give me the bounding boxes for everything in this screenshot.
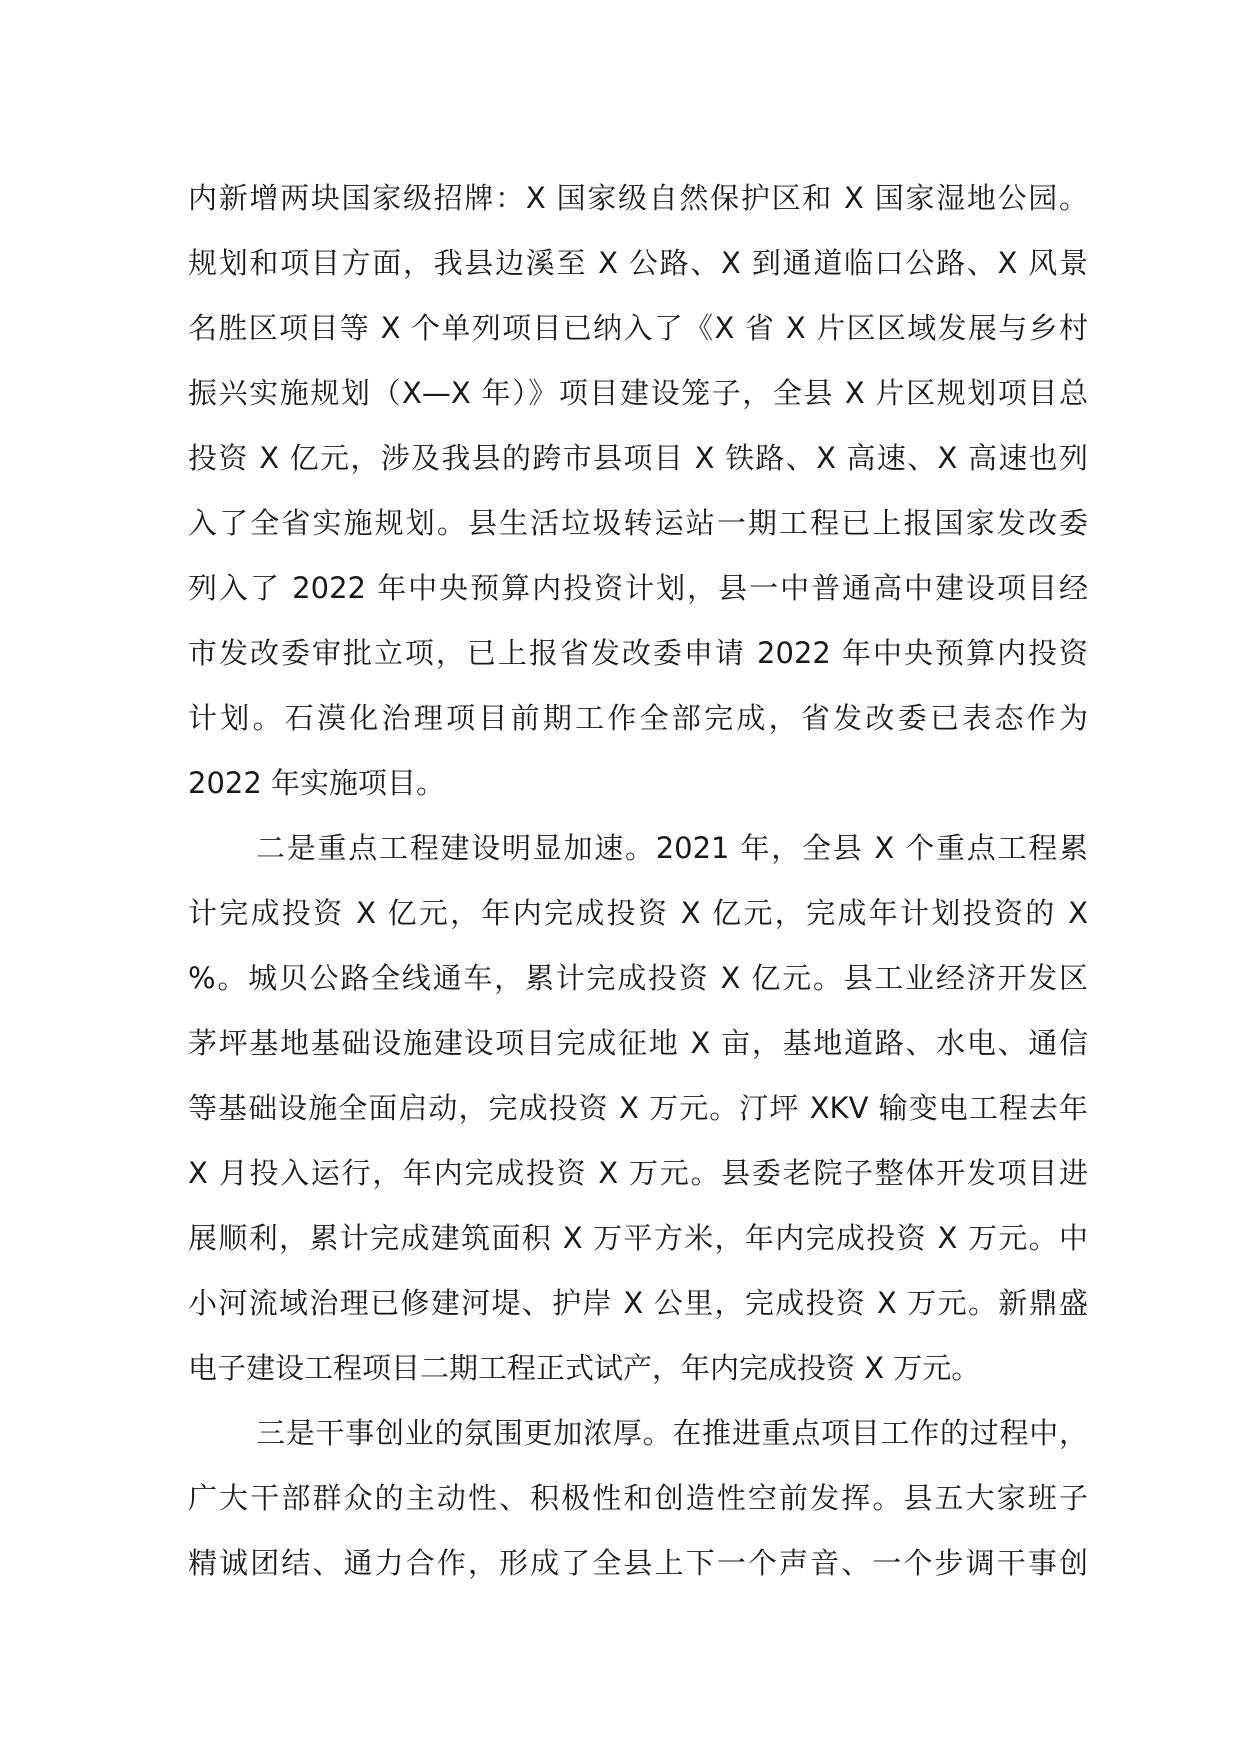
text-line: 内新增两块国家级招牌：X 国家级自然保护区和 X 国家湿地公园。 (188, 181, 1088, 215)
text-line: 振兴实施规划（X—X 年）》项目建设笼子，全县 X 片区规划项目总 (188, 376, 1088, 410)
paragraph-start-line: 三是干事创业的氛围更加浓厚。在推进重点项目工作的过程中， (256, 1416, 1088, 1450)
text-line: %。城贝公路全线通车，累计完成投资 X 亿元。县工业经济开发区 (188, 961, 1088, 995)
text-line: 市发改委审批立项，已上报省发改委申请 2022 年中央预算内投资 (188, 636, 1088, 670)
text-line: 计完成投资 X 亿元，年内完成投资 X 亿元，完成年计划投资的 X (188, 896, 1088, 930)
text-line: 等基础设施全面启动，完成投资 X 万元。汀坪 XKV 输变电工程去年 (188, 1091, 1088, 1125)
text-line: 投资 X 亿元，涉及我县的跨市县项目 X 铁路、X 高速、X 高速也列 (188, 441, 1088, 475)
paragraph-start-line: 二是重点工程建设明显加速。2021 年，全县 X 个重点工程累 (256, 831, 1088, 865)
text-line: 规划和项目方面，我县边溪至 X 公路、X 到通道临口公路、X 风景 (188, 246, 1088, 280)
text-line: 展顺利，累计完成建筑面积 X 万平方米，年内完成投资 X 万元。中 (188, 1221, 1088, 1255)
text-line: 列入了 2022 年中央预算内投资计划，县一中普通高中建设项目经 (188, 571, 1088, 605)
text-line: 电子建设工程项目二期工程正式试产，年内完成投资 X 万元。 (188, 1351, 981, 1385)
text-line: 广大干部群众的主动性、积极性和创造性空前发挥。县五大家班子 (188, 1481, 1088, 1515)
text-line: X 月投入运行，年内完成投资 X 万元。县委老院子整体开发项目进 (188, 1156, 1088, 1190)
text-line: 2022 年实施项目。 (188, 766, 446, 800)
text-line: 计划。石漠化治理项目前期工作全部完成，省发改委已表态作为 (188, 701, 1088, 735)
text-line: 入了全省实施规划。县生活垃圾转运站一期工程已上报国家发改委 (188, 506, 1088, 540)
text-line: 精诚团结、通力合作，形成了全县上下一个声音、一个步调干事创 (188, 1546, 1088, 1580)
text-line: 茅坪基地基础设施建设项目完成征地 X 亩，基地道路、水电、通信 (188, 1026, 1088, 1060)
text-line: 名胜区项目等 X 个单列项目已纳入了《X 省 X 片区区域发展与乡村 (188, 311, 1088, 345)
text-line: 小河流域治理已修建河堤、护岸 X 公里，完成投资 X 万元。新鼎盛 (188, 1286, 1088, 1320)
body-text (188, 166, 1088, 1596)
